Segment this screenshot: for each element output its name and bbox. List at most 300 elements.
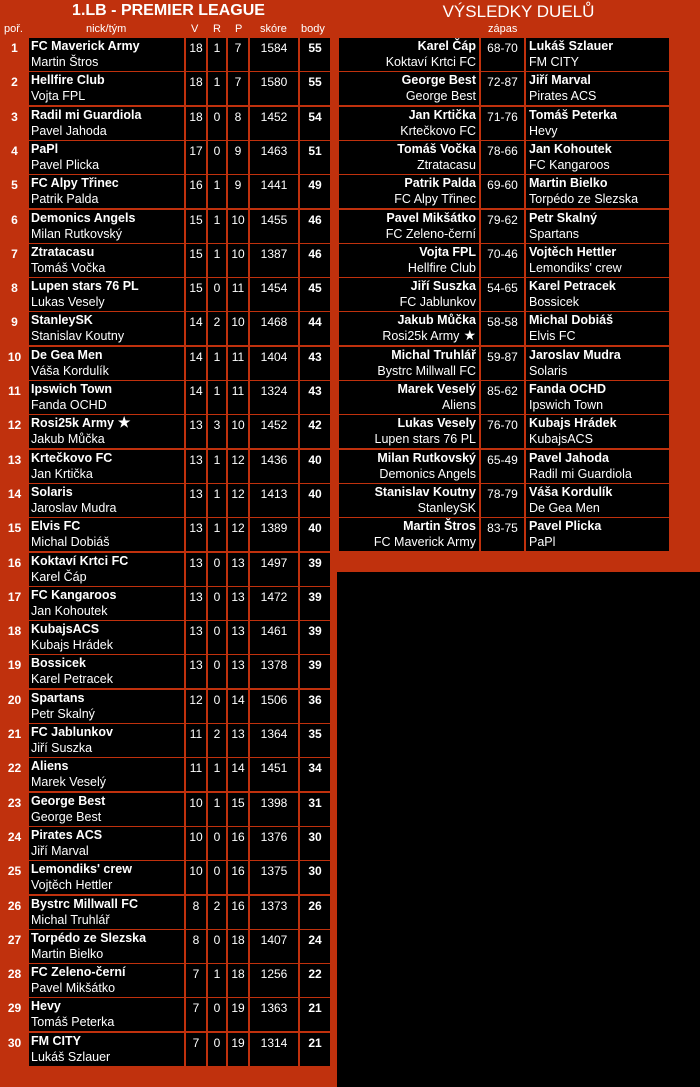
home-cell	[339, 175, 479, 208]
wins-value: 8	[186, 896, 206, 929]
result-row	[339, 312, 671, 346]
wins-value: 13	[186, 415, 206, 448]
home-team-text: Krtečkovo FC	[400, 123, 476, 138]
home-player-name: Vojta FPL	[419, 244, 476, 259]
standings-row	[0, 998, 337, 1032]
points-value: 45	[300, 278, 330, 311]
home-player-name: Jakub Můčka	[397, 313, 476, 328]
team-cell	[29, 655, 184, 688]
home-player-name: Pavel Mikšátko	[386, 210, 476, 225]
team-name	[31, 554, 128, 568]
home-cell	[339, 484, 479, 517]
team-cell	[29, 621, 184, 654]
team-name-text: StanleySK	[31, 313, 93, 328]
home-team-name	[394, 192, 476, 206]
result-row	[339, 72, 671, 106]
team-name-text: De Gea Men	[31, 347, 103, 362]
manager-name: Kubajs Hrádek	[31, 638, 113, 653]
team-name-text: Krtečkovo FC	[31, 450, 113, 465]
score-value: 1376	[250, 827, 298, 860]
standings-row	[0, 724, 337, 758]
team-name-text: Lemondiks' crew	[31, 862, 132, 877]
draws-value: 3	[208, 415, 226, 448]
away-cell	[526, 72, 669, 105]
team-name	[31, 211, 135, 225]
team-cell	[29, 518, 184, 551]
away-team-name: FM CITY	[529, 55, 579, 69]
team-name-text: Rosi25k Army	[31, 416, 114, 431]
wins-value: 14	[186, 312, 206, 345]
home-player-name: Michal Truhlář	[391, 347, 476, 362]
team-name-text: FC Maverick Army	[31, 39, 140, 53]
points-value: 51	[300, 141, 330, 174]
team-name-text: FC Kangaroos	[31, 587, 117, 602]
rank-number: 3	[11, 109, 18, 124]
score-value: 1364	[250, 724, 298, 757]
home-team-name	[442, 398, 476, 412]
home-team-text: Lupen stars 76 PL	[374, 432, 476, 447]
score-value: 1324	[250, 381, 298, 414]
match-score: 59-87	[481, 347, 524, 380]
away-team-name: Lemondiks' crew	[529, 260, 622, 275]
standings-row	[0, 587, 337, 621]
rank-number: 21	[7, 727, 22, 741]
team-cell	[29, 827, 184, 860]
team-name	[31, 656, 86, 670]
wins-value: 14	[186, 347, 206, 380]
team-cell	[29, 381, 184, 414]
away-cell	[526, 278, 669, 311]
away-cell	[526, 107, 669, 140]
team-name	[31, 142, 58, 156]
manager-name: Martin Štros	[31, 55, 99, 69]
team-name	[31, 794, 105, 808]
away-team-name: KubajsACS	[529, 432, 593, 447]
home-cell	[339, 450, 479, 483]
points-value: 46	[300, 244, 330, 277]
home-team-text: FC Jablunkov	[399, 295, 476, 310]
team-name	[31, 588, 116, 602]
losses-value: 16	[228, 861, 248, 894]
losses-value: 11	[228, 347, 248, 380]
team-name	[31, 725, 113, 739]
home-cell	[339, 107, 479, 140]
team-cell	[29, 278, 184, 311]
col-team-header: nick/tým	[86, 23, 127, 35]
rank-number: 11	[8, 384, 21, 398]
manager-name: Jakub Můčka	[31, 432, 105, 447]
team-cell	[29, 175, 184, 208]
rank-number: 5	[11, 178, 18, 193]
team-name-text: Ipswich Town	[31, 382, 113, 396]
manager-name: Tomáš Vočka	[31, 260, 106, 275]
wins-value: 18	[186, 107, 206, 140]
losses-value: 13	[228, 655, 248, 688]
wins-value: 13	[186, 553, 206, 586]
match-score: 78-79	[481, 484, 524, 517]
home-player-name: Jan Krtička	[408, 107, 476, 122]
result-row	[339, 415, 671, 449]
result-row	[339, 450, 671, 484]
league-title: 1.LB - PREMIER LEAGUE	[72, 2, 265, 19]
away-cell	[526, 484, 669, 517]
away-team-name: Spartans	[529, 226, 580, 241]
draws-value: 1	[208, 72, 226, 105]
standings-row	[0, 210, 337, 244]
standings-row	[0, 655, 337, 689]
team-name	[31, 999, 61, 1013]
home-team-name	[382, 329, 476, 343]
losses-value: 11	[228, 278, 248, 311]
standings-row	[0, 278, 337, 312]
team-name-text: Radil mi Guardiola	[31, 107, 142, 122]
score-value: 1387	[250, 244, 298, 277]
away-player-name: Jaroslav Mudra	[529, 347, 621, 362]
home-team-name	[400, 124, 476, 138]
team-cell	[29, 690, 184, 723]
home-player-name: Milan Rutkovský	[377, 450, 476, 465]
result-row	[339, 175, 671, 209]
rank-number: 19	[7, 658, 22, 673]
home-cell	[339, 210, 479, 243]
standings-row	[0, 827, 337, 861]
result-row	[339, 244, 671, 278]
rank-number: 12	[7, 418, 22, 433]
standings-row	[0, 690, 337, 724]
manager-name: Pavel Jahoda	[31, 123, 107, 138]
match-score: 70-46	[481, 244, 524, 277]
wins-value: 10	[186, 793, 206, 826]
draws-value: 0	[208, 690, 226, 723]
wins-value: 13	[186, 518, 206, 551]
home-cell	[339, 347, 479, 380]
losses-value: 15	[228, 793, 248, 826]
home-player-name: Martin Štros	[403, 519, 476, 534]
score-value: 1452	[250, 107, 298, 140]
losses-value: 13	[228, 587, 248, 620]
rank-number: 1	[11, 41, 18, 55]
score-value: 1314	[250, 1033, 298, 1066]
rank-number: 29	[7, 1001, 22, 1016]
match-score: 72-87	[481, 72, 524, 105]
score-value: 1407	[250, 930, 298, 963]
away-player-name: Jiří Marval	[529, 73, 591, 88]
score-value: 1584	[250, 38, 298, 71]
away-team-name: Radil mi Guardiola	[529, 466, 632, 481]
rank-number: 7	[11, 246, 18, 261]
points-value: 39	[300, 655, 330, 688]
team-cell	[29, 415, 184, 448]
points-value: 55	[300, 72, 330, 105]
manager-name: Váša Kordulík	[31, 363, 109, 378]
score-value: 1455	[250, 210, 298, 243]
home-team-name	[386, 227, 476, 241]
team-name-text: Pirates ACS	[31, 827, 103, 842]
losses-value: 18	[228, 964, 248, 997]
losses-value: 19	[228, 1033, 248, 1066]
home-team-text: FC Maverick Army	[373, 535, 476, 550]
manager-name: Jan Krtička	[31, 466, 93, 481]
home-team-name	[406, 89, 476, 103]
points-value: 42	[300, 415, 330, 448]
manager-name: Pavel Mikšátko	[31, 981, 116, 996]
col-r-header: R	[213, 23, 221, 35]
team-name-text: Elvis FC	[31, 519, 81, 534]
rank-number: 20	[7, 692, 22, 707]
score-value: 1436	[250, 450, 298, 483]
score-value: 1378	[250, 655, 298, 688]
home-player-name: Karel Čáp	[417, 39, 476, 53]
points-value: 39	[300, 621, 330, 654]
losses-value: 10	[228, 415, 248, 448]
wins-value: 16	[186, 175, 206, 208]
points-value: 39	[300, 553, 330, 586]
home-team-name	[418, 501, 476, 515]
away-player-name: Michal Dobiáš	[529, 313, 614, 328]
manager-name: Petr Skalný	[31, 706, 95, 721]
standings-row	[0, 141, 337, 175]
home-player-name: Lukas Vesely	[397, 416, 476, 431]
home-team-name	[386, 55, 476, 69]
home-team-text: Rosi25k Army	[382, 329, 460, 344]
away-cell	[526, 312, 669, 345]
team-name-text: Lupen stars 76 PL	[31, 279, 139, 294]
home-team-text: Demonics Angels	[379, 466, 476, 481]
home-team-name	[417, 158, 476, 172]
result-row	[339, 141, 671, 175]
losses-value: 16	[228, 827, 248, 860]
star-icon: ★	[463, 327, 476, 344]
away-player-name: Karel Petracek	[529, 279, 616, 294]
wins-value: 13	[186, 655, 206, 688]
home-cell	[339, 415, 479, 448]
team-name	[31, 382, 112, 396]
manager-name: George Best	[31, 809, 102, 824]
result-row	[339, 210, 671, 244]
home-team-text: Ztratacasu	[416, 157, 476, 172]
manager-name: Marek Veselý	[31, 775, 107, 790]
home-team-text: FC Zeleno-černí	[385, 226, 476, 241]
losses-value: 13	[228, 553, 248, 586]
rank-number: 17	[7, 589, 22, 604]
losses-value: 9	[228, 175, 248, 208]
away-cell	[526, 38, 669, 71]
match-score: 68-70	[481, 38, 524, 71]
standings-row	[0, 244, 337, 278]
losses-value: 8	[228, 107, 248, 140]
team-name	[31, 176, 119, 190]
away-team-name: Elvis FC	[529, 329, 576, 344]
score-value: 1389	[250, 518, 298, 551]
manager-name: Patrik Palda	[31, 192, 99, 207]
draws-value: 1	[208, 38, 226, 71]
team-name-text: Bystrc Millwall FC	[31, 896, 138, 911]
draws-value: 1	[208, 381, 226, 414]
wins-value: 18	[186, 72, 206, 105]
team-name	[31, 519, 80, 533]
home-team-name	[374, 535, 476, 549]
match-score: 65-49	[481, 450, 524, 483]
team-name-text: FC Zeleno-černí	[31, 965, 126, 980]
team-name	[31, 108, 141, 122]
team-name	[31, 485, 73, 499]
wins-value: 13	[186, 450, 206, 483]
team-cell	[29, 964, 184, 997]
team-name	[31, 862, 132, 876]
away-team-name: De Gea Men	[529, 500, 600, 515]
draws-value: 0	[208, 278, 226, 311]
points-value: 49	[300, 175, 330, 208]
col-score-header: skóre	[260, 23, 287, 35]
team-cell	[29, 38, 184, 71]
match-score: 78-66	[481, 141, 524, 174]
team-cell	[29, 312, 184, 345]
score-value: 1461	[250, 621, 298, 654]
home-player-name: George Best	[401, 73, 476, 88]
team-name	[31, 313, 93, 327]
team-name	[31, 622, 99, 636]
home-team-name	[408, 261, 476, 275]
home-team-name	[375, 432, 476, 446]
rank-number: 26	[7, 898, 22, 913]
manager-name: Lukas Vesely	[31, 295, 105, 310]
draws-value: 0	[208, 1033, 226, 1066]
result-row	[339, 381, 671, 415]
away-cell	[526, 210, 669, 243]
team-name	[31, 1034, 81, 1048]
points-value: 21	[300, 1033, 330, 1066]
team-name-text: PaPl	[31, 141, 59, 156]
draws-value: 0	[208, 998, 226, 1031]
wins-value: 17	[186, 141, 206, 174]
draws-value: 2	[208, 896, 226, 929]
draws-value: 1	[208, 450, 226, 483]
home-cell	[339, 72, 479, 105]
standings-row	[0, 964, 337, 998]
points-value: 46	[300, 210, 330, 243]
team-cell	[29, 587, 184, 620]
team-cell	[29, 793, 184, 826]
team-name	[31, 691, 85, 705]
losses-value: 12	[228, 450, 248, 483]
team-name-text: Solaris	[31, 484, 73, 499]
losses-value: 12	[228, 518, 248, 551]
points-value: 43	[300, 381, 330, 414]
results-title: VÝSLEDKY DUELŮ	[442, 2, 595, 21]
team-cell	[29, 896, 184, 929]
wins-value: 13	[186, 484, 206, 517]
result-row	[339, 38, 671, 72]
home-team-text: StanleySK	[417, 500, 476, 515]
wins-value: 10	[186, 827, 206, 860]
wins-value: 7	[186, 964, 206, 997]
team-name-text: Ztratacasu	[31, 244, 95, 259]
standings-row	[0, 381, 337, 415]
manager-name: Stanislav Koutny	[31, 329, 125, 344]
draws-value: 1	[208, 964, 226, 997]
away-cell	[526, 347, 669, 380]
standings-row	[0, 415, 337, 449]
draws-value: 0	[208, 107, 226, 140]
manager-name: Lukáš Szlauer	[31, 1049, 111, 1064]
rank-number: 15	[7, 521, 22, 536]
match-score: 76-70	[481, 415, 524, 448]
losses-value: 16	[228, 896, 248, 929]
losses-value: 7	[228, 38, 248, 71]
manager-name: Jiří Suszka	[31, 741, 93, 755]
standings-row	[0, 347, 337, 381]
draws-value: 1	[208, 793, 226, 826]
standings-row	[0, 930, 337, 964]
wins-value: 15	[186, 278, 206, 311]
team-cell	[29, 347, 184, 380]
wins-value: 12	[186, 690, 206, 723]
home-team-text: Koktaví Krtci FC	[385, 55, 476, 69]
team-name-text: Hevy	[31, 999, 61, 1014]
away-team-name: Hevy	[529, 123, 558, 138]
wins-value: 10	[186, 861, 206, 894]
standings-row	[0, 793, 337, 827]
team-name	[31, 245, 94, 259]
team-name	[31, 348, 103, 362]
match-score: 83-75	[481, 518, 524, 551]
home-team-text: Hellfire Club	[407, 260, 476, 275]
home-team-name	[379, 467, 476, 481]
manager-name: Karel Čáp	[31, 569, 87, 584]
team-cell	[29, 450, 184, 483]
losses-value: 14	[228, 758, 248, 791]
home-cell	[339, 141, 479, 174]
rank-number: 27	[7, 932, 22, 947]
wins-value: 11	[186, 758, 206, 791]
team-name-text: Spartans	[31, 690, 85, 705]
team-cell	[29, 141, 184, 174]
draws-value: 1	[208, 518, 226, 551]
points-value: 39	[300, 587, 330, 620]
rank-number: 25	[7, 864, 22, 879]
points-value: 36	[300, 690, 330, 723]
points-value: 30	[300, 827, 330, 860]
manager-name: Fanda OCHD	[31, 398, 107, 412]
points-value: 31	[300, 793, 330, 826]
losses-value: 10	[228, 312, 248, 345]
rank-number: 22	[7, 761, 22, 776]
standings-row	[0, 107, 337, 141]
team-cell	[29, 107, 184, 140]
rank-number: 14	[7, 486, 22, 501]
away-team-name: Torpédo ze Slezska	[529, 192, 639, 207]
points-value: 30	[300, 861, 330, 894]
away-player-name: Jan Kohoutek	[529, 141, 612, 156]
match-score: 69-60	[481, 175, 524, 208]
team-name-text: Koktaví Krtci FC	[31, 553, 129, 568]
losses-value: 19	[228, 998, 248, 1031]
col-match-header: zápas	[488, 23, 518, 35]
team-cell	[29, 72, 184, 105]
manager-name: Pavel Plicka	[31, 157, 100, 172]
rank-number: 16	[7, 555, 22, 570]
standings-row	[0, 312, 337, 346]
draws-value: 1	[208, 484, 226, 517]
team-cell	[29, 553, 184, 586]
wins-value: 14	[186, 381, 206, 414]
away-player-name: Pavel Plicka	[529, 519, 602, 534]
standings-row	[0, 621, 337, 655]
manager-name: Jan Kohoutek	[31, 603, 108, 618]
rank-number: 10	[7, 349, 22, 364]
team-cell	[29, 244, 184, 277]
home-team-name	[377, 364, 476, 378]
